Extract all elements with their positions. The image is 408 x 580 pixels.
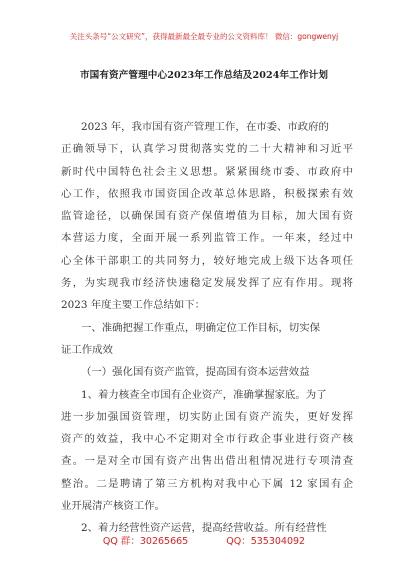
item-1-line-5: 整治。二是聘请了第三方机构对我中心下属 12 家国有企 bbox=[61, 477, 353, 490]
paragraph-1-line-7: 心全体干部职工的共同努力，较好地完成上级下达各项任 bbox=[61, 254, 353, 267]
document-body bbox=[61, 116, 353, 540]
footer-contact-banner bbox=[0, 533, 408, 547]
item-1-line-1: 1、着力核查全市国有企业资产，准确掌握家底。为了 bbox=[81, 388, 327, 401]
section-heading-1-line-1: 一、准确把握工作重点，明确定位工作目标，切实保 bbox=[81, 321, 320, 334]
section-heading-1-line-2: 证工作成效 bbox=[61, 343, 113, 356]
item-1-line-2: 进一步加强国资管理，切实防止国有资产流失，更好发挥 bbox=[61, 410, 353, 423]
qq-number-text: QQ：535304092 bbox=[226, 536, 306, 547]
item-1-line-6: 业开展清产核资工作。 bbox=[61, 500, 165, 513]
paragraph-1-line-6: 本营运力度，全面开展一系列监管工作。一年来，经过中 bbox=[61, 232, 353, 245]
paragraph-1-line-8: 务，为实现我市经济快速稳定发展发挥了应有作用。现将 bbox=[61, 277, 353, 290]
paragraph-1-line-9: 2023 年度主要工作总结如下： bbox=[61, 299, 206, 312]
header-promo-banner: 关注头条号“公文研究”，获得最新最全最专业的公文资料库！ 微信：gongwenyj bbox=[69, 32, 339, 41]
subsection-heading-1: （一）强化国有资产监管，提高国有资本运营效益 bbox=[81, 366, 310, 379]
paragraph-1-line-5: 监管途径，以确保国有资产保值增值为目标，加大国有资 bbox=[61, 210, 353, 223]
item-2-line-1: 2、着力经营性资产运营，提高经营收益。所有经营性 bbox=[81, 522, 327, 535]
document-title: 市国有资产管理中心2023年工作总结及2024年工作计划 bbox=[79, 70, 329, 81]
paragraph-1-line-1: 2023 年，我市国有资产管理工作，在市委、市政府的 bbox=[81, 121, 329, 133]
paragraph-1-line-4: 心工作，依照我市国资国企改革总体思路，积极探索有效 bbox=[61, 187, 353, 200]
paragraph-1-line-2: 正确领导下，认真学习贯彻落实党的二十大精神和习近平 bbox=[61, 143, 353, 156]
item-1-line-3: 资产的效益，我中心不定期对全市行政企事业进行资产核 bbox=[61, 433, 353, 446]
paragraph-1-line-3: 新时代中国特色社会主义思想。紧紧围绕市委、市政府中 bbox=[61, 165, 353, 178]
qq-group-text: QQ 群：30265665 bbox=[102, 536, 189, 547]
item-1-line-4: 查。一是对全市国有资产出售出借出租情况进行专项清查 bbox=[61, 455, 353, 468]
